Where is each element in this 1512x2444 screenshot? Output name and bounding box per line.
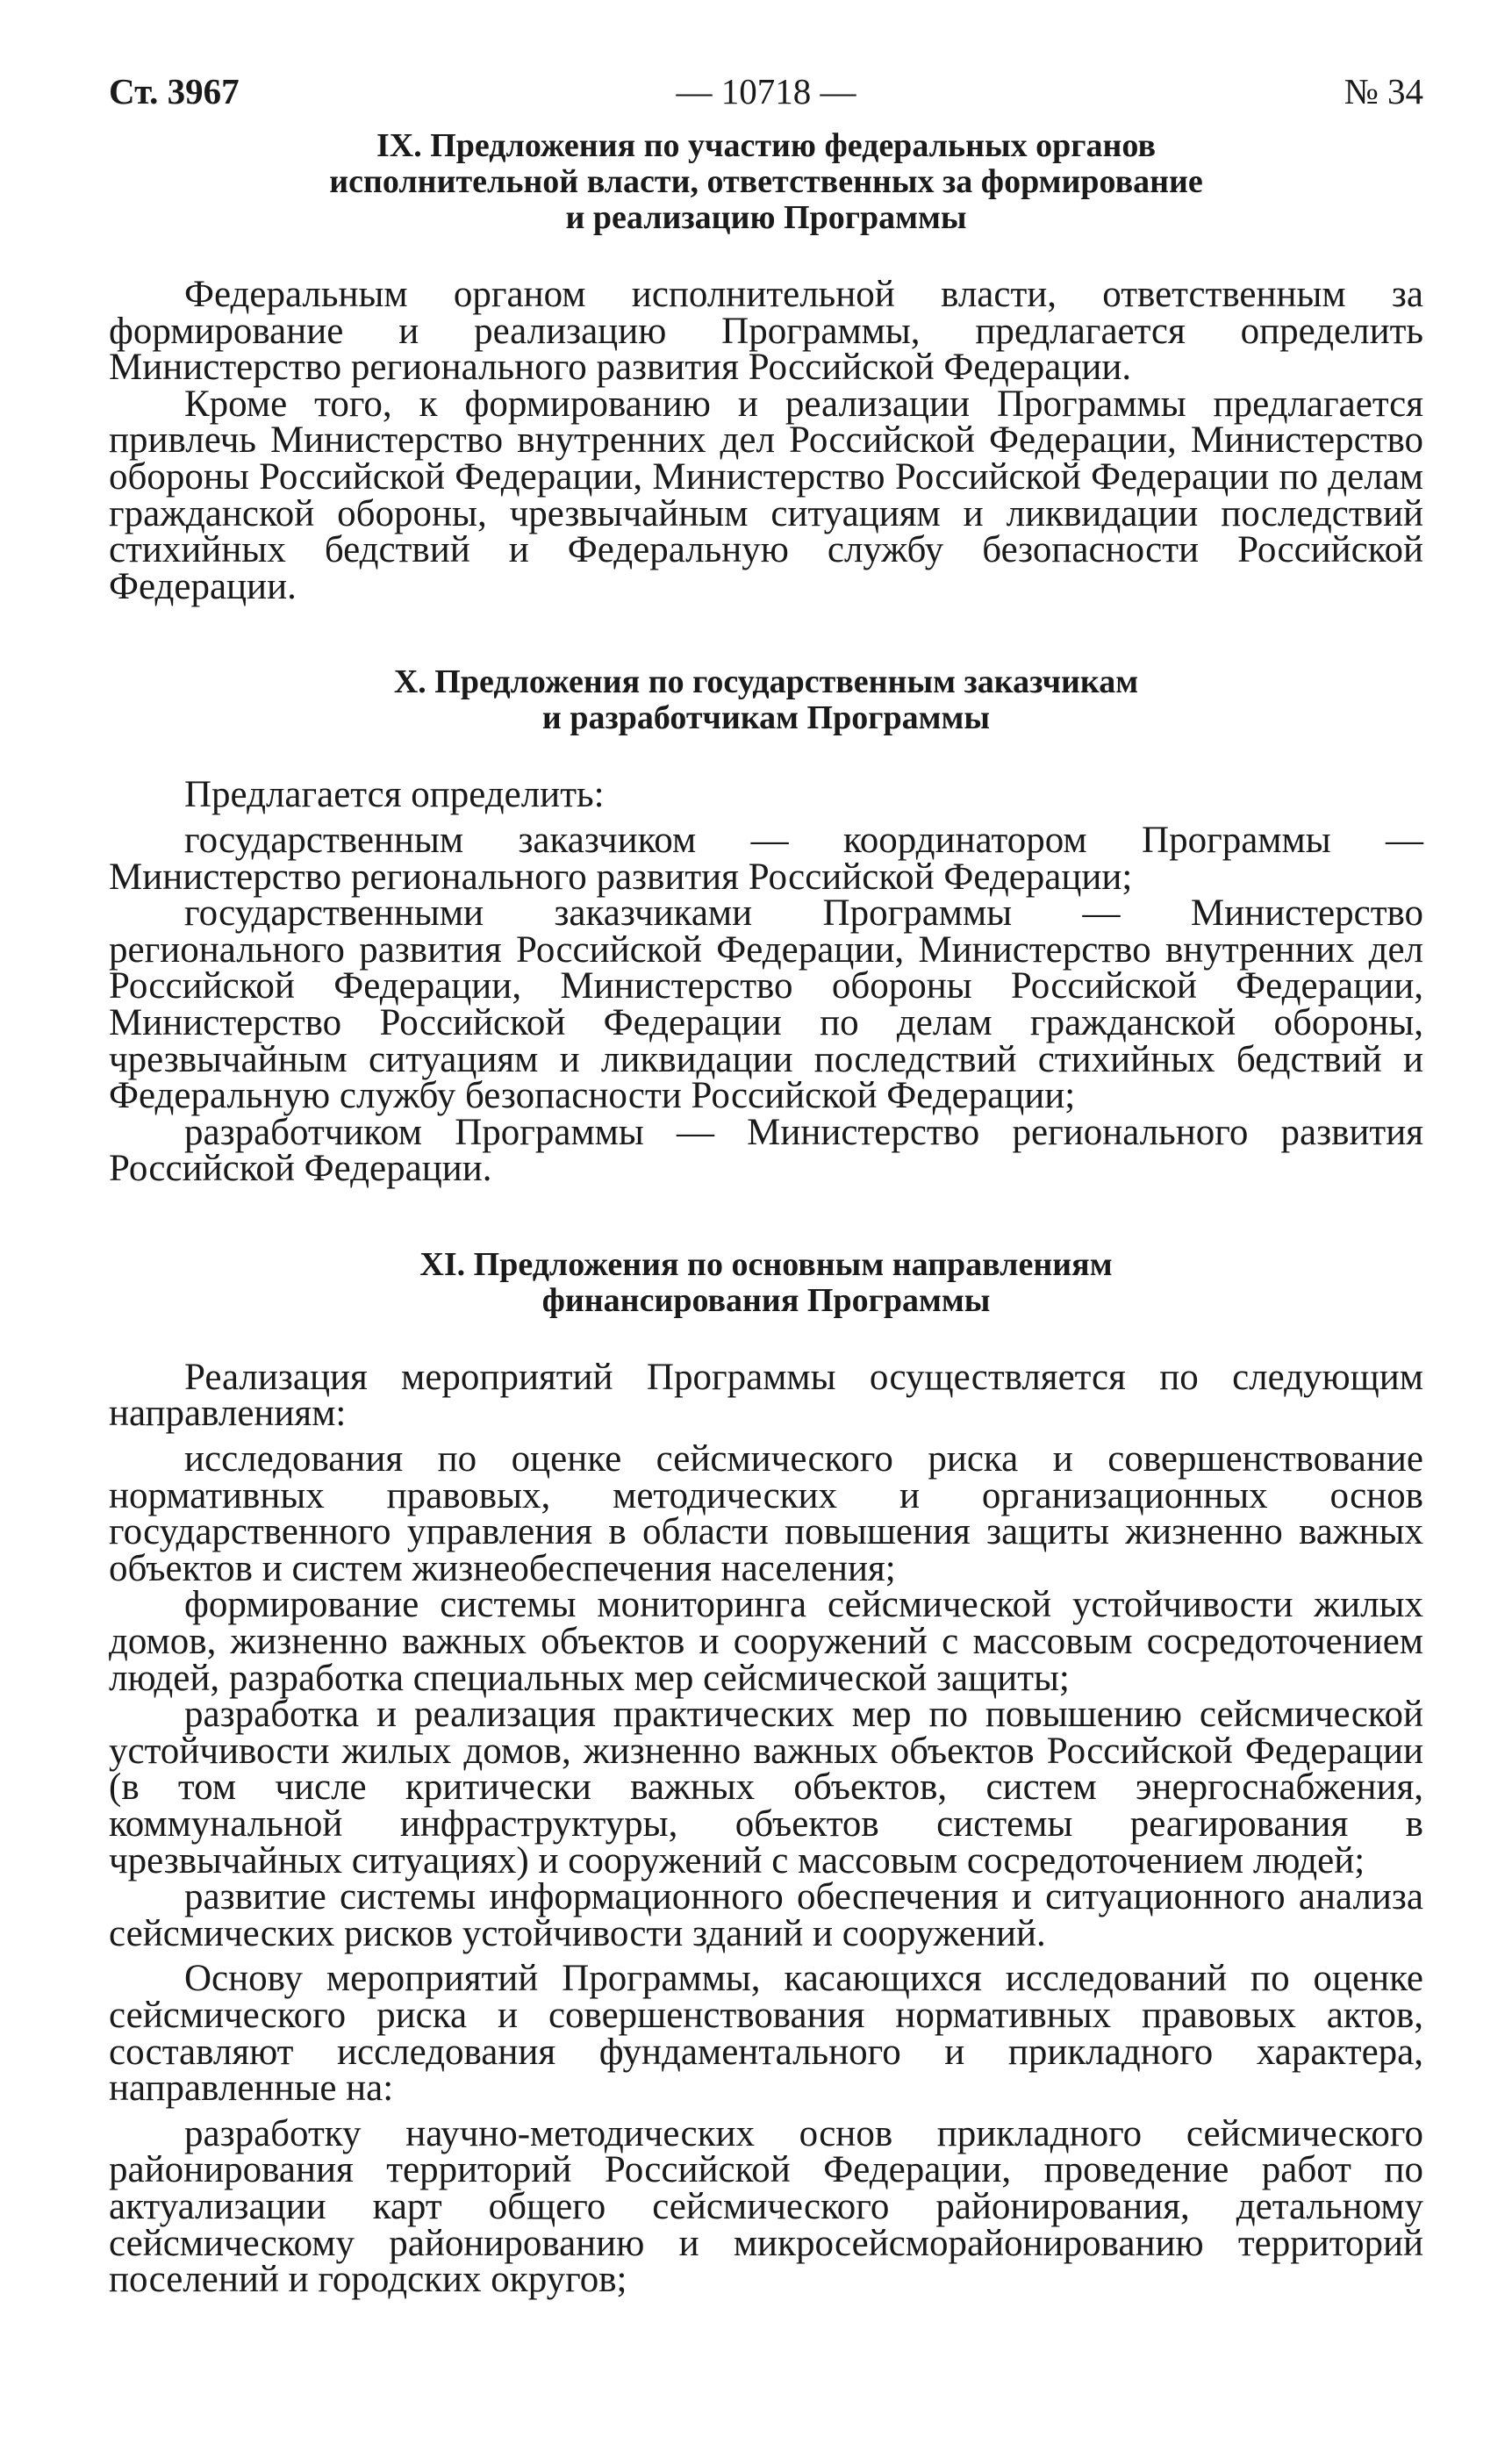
issue-number: № 34 (1344, 71, 1423, 111)
section-title-line: X. Предложения по государственным заказчикам (393, 663, 1139, 701)
section-xi-title (109, 1247, 1423, 1319)
paragraph: государственными заказчиками Программы — Министерство регионального развития Российской Федерации, Министерство внутренних дел Российской Федерации, Министерство обороны Российской Федерации, Министерство Российской Федерации по делам гражданской обороны, чрезвычайным ситуациям и ликвидации последствий стихийных бедствий и Федеральную службу безопасности Российской Федерации; (109, 892, 1423, 1117)
section-title-line: XI. Предложения по основным направлениям (419, 1245, 1113, 1283)
section-title-line: и разработчикам Программы (541, 699, 991, 737)
page-header (109, 68, 1423, 114)
paragraph: исследования по оценке сейсмического риска и совершенствование нормативных правовых, методических и организационных основ государственного управления в области повышения защиты жизненно важных объектов и систем жизнеобеспечения населения; (109, 1438, 1423, 1589)
paragraph: Реализация мероприятий Программы осуществляется по следующим направлениям: (109, 1356, 1423, 1435)
paragraph: Основу мероприятий Программы, касающихся исследований по оценке сейсмического риска и совершенствования нормативных правовых актов, составляют исследования фундаментального и прикладного характера, направленные на: (109, 1958, 1423, 2110)
document-page (109, 68, 1423, 2301)
paragraph: государственным заказчиком — координатором Программы — Министерство регионального развития Российской Федерации; (109, 819, 1423, 898)
section-x-title (109, 664, 1423, 736)
paragraph: формирование системы мониторинга сейсмической устойчивости жилых домов, жизненно важных объектов и сооружений с массовым сосредоточением людей, разработка специальных мер сейсмической защиты; (109, 1584, 1423, 1699)
section-title-line: и реализацию Программы (565, 199, 967, 236)
paragraph: Предлагается определить: (184, 774, 605, 816)
paragraph: развитие системы информационного обеспечения и ситуационного анализа сейсмических рисков устойчивости зданий и сооружений. (109, 1876, 1423, 1954)
section-ix-title (109, 128, 1423, 236)
paragraph: разработку научно-методических основ прикладного сейсмического районирования территорий Российской Федерации, проведение работ по актуализации карт общего сейсмического районирования, детальному сейсмическому районированию и микросейсморайонированию территорий поселений и городских округов; (109, 2112, 1423, 2301)
paragraph: разработка и реализация практических мер по повышению сейсмической устойчивости жилых домов, жизненно важных объектов Российской Федерации (в том числе критически важных объектов, систем энергоснабжения, коммунальной инфраструктуры, объектов системы реагирования в чрезвычайных ситуациях) и сооружений с массовым сосредоточением людей; (109, 1694, 1423, 1881)
paragraph: разработчиком Программы — Министерство регионального развития Российской Федерации. (109, 1111, 1423, 1190)
section-title-line: финансирования Программы (541, 1281, 991, 1319)
paragraph: Кроме того, к формированию и реализации Программы предлагается привлечь Министерство внутренних дел Российской Федерации, Министерство обороны Российской Федерации, Министерство Российской Федерации по делам гражданской обороны, чрезвычайным ситуациям и ликвидации последствий стихийных бедствий и Федеральную службу безопасности Российской Федерации. (109, 383, 1423, 607)
article-number: Ст. 3967 (109, 71, 240, 111)
page-number: — 10718 — (676, 71, 856, 111)
paragraph: Федеральным органом исполнительной власти, ответственным за формирование и реализацию Программы, предлагается определить Министерство регионального развития Российской Федерации. (109, 274, 1423, 389)
section-title-line: исполнительной власти, ответственных за формирование (329, 163, 1203, 200)
section-title-line: IX. Предложения по участию федеральных органов (376, 127, 1156, 164)
